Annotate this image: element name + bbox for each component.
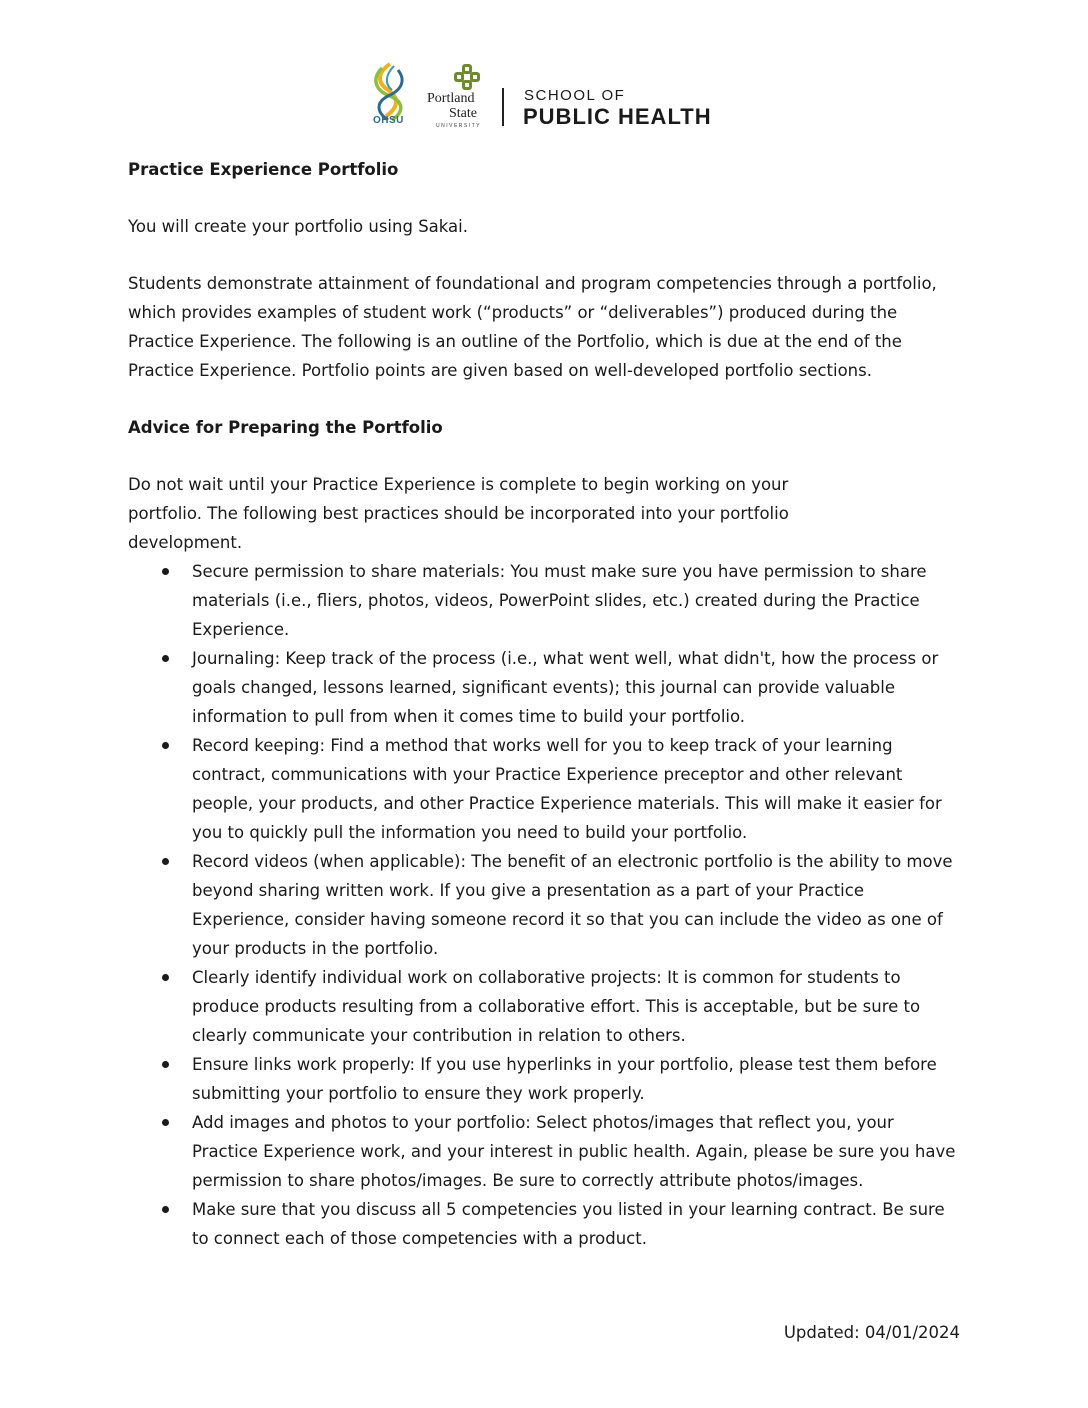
list-item-text: Ensure links work properly: If you use hyperlinks in your portfolio, please test them before submitting your portfolio to ensure they work properly. [192, 1055, 937, 1103]
advice-intro-paragraph: Do not wait until your Practice Experience is complete to begin working on your portfolio. The following best practices should be incorporated into your portfolio development. [128, 475, 789, 552]
list-item [128, 1195, 960, 1253]
list-item [128, 963, 960, 1050]
advice-list [128, 557, 960, 1253]
bullet-icon [162, 655, 169, 662]
bullet-icon [162, 568, 169, 575]
advice-heading: Advice for Preparing the Portfolio [128, 418, 443, 437]
bullet-icon [162, 858, 169, 865]
bullet-icon [162, 1119, 169, 1126]
public-health-text: PUBLIC HEALTH [523, 104, 712, 129]
psu-logo-portland: Portland [427, 91, 475, 106]
bullet-icon [162, 974, 169, 981]
list-item [128, 644, 960, 731]
logo-divider [502, 88, 504, 126]
psu-logo-state: State [449, 106, 477, 121]
bullet-icon [162, 1061, 169, 1068]
intro-paragraph: You will create your portfolio using Sakai. [128, 217, 468, 236]
list-item [128, 847, 960, 963]
updated-date: Updated: 04/01/2024 [783, 1323, 960, 1342]
bullet-icon [162, 742, 169, 749]
list-item-text: Add images and photos to your portfolio: Select photos/images that reflect you, your Practice Experience work, and your interest in public health. Again, please be sure you have permission to share photos/images. Be sure to correctly attribute photos/images. [192, 1113, 956, 1190]
bullet-icon [162, 1206, 169, 1213]
list-item-text: Secure permission to share materials: You must make sure you have permission to share materials (i.e., fliers, photos, videos, PowerPoint slides, etc.) created during the Practice Experience. [192, 562, 927, 639]
school-of-text: SCHOOL OF [524, 87, 626, 104]
list-item-text: Make sure that you discuss all 5 competencies you listed in your learning contract. Be sure to connect each of those competencies with a product. [192, 1200, 945, 1248]
list-item-text: Record keeping: Find a method that works well for you to keep track of your learning contract, communications with your Practice Experience preceptor and other relevant people, your products, and other Practice Experience materials. This will make it easier for you to quickly pull the information you need to build your portfolio. [192, 736, 942, 842]
psu-logo-university: UNIVERSITY [436, 123, 482, 129]
document-title: Practice Experience Portfolio [128, 160, 399, 179]
list-item-text: Journaling: Keep track of the process (i.e., what went well, what didn't, how the process or goals changed, lessons learned, significant events); this journal can provide valuable information to pull from when it comes time to build your portfolio. [192, 649, 939, 726]
list-item [128, 1050, 960, 1108]
list-item-text: Record videos (when applicable): The benefit of an electronic portfolio is the ability to move beyond sharing written work. If you give a presentation as a part of your Practice Experience, consider having someone record it so that you can include the video as one of your products in the portfolio. [192, 852, 953, 958]
list-item [128, 1108, 960, 1195]
ohsu-logo-text: OHSU [373, 115, 404, 126]
document-body [128, 155, 960, 1253]
overview-paragraph: Students demonstrate attainment of foundational and program competencies through a portfolio, which provides examples of student work (“products” or “deliverables”) produced during the Practice Experience. The following is an outline of the Portfolio, which is due at the end of the Practice Experience. Portfolio points are given based on well-developed portfolio sections. [128, 274, 937, 380]
list-item [128, 557, 960, 644]
list-item [128, 731, 960, 847]
list-item-text: Clearly identify individual work on collaborative projects: It is common for students to produce products resulting from a collaborative effort. This is acceptable, but be sure to clearly communicate your contribution in relation to others. [192, 968, 921, 1045]
header-logos [0, 60, 1088, 134]
